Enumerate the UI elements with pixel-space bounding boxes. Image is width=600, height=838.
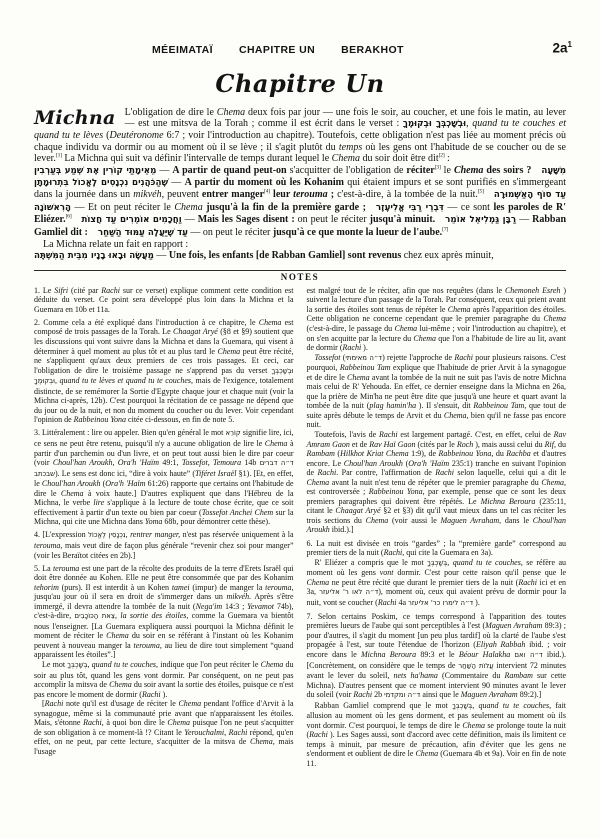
folio-label: 2a — [552, 40, 568, 56]
chapter-title: Chapitre Un — [215, 68, 385, 98]
notes-section — [0, 282, 600, 769]
note-3: 3. Littéralement : lire ou appeler. Bien qu'en général le mot קוֹרֵא signifie lire, ici, ce sens ne peut être retenu, puisqu'il n'y a aucune obligation de lire le Chema à partir d'un parchemin ou d'un livre, et on peut tout aussi bien le dire par coeur (voir Choul'han Aroukh, Ora'h 'Haïm 49:1, Tossefot, Temoura 14b ד״ה דברים שבכתב). Le sens est donc ici, “dire à voix haute” (Tiféret Israël §1). [Et, en effet, le Choul'han Aroukh (Ora'h 'Haïm 61:26) rapporte que certains ont l'habitude de dire le Chema à voix haute.] D'autres expliquent que dans l'Hébreu de la Michna, le verbe lire s'applique à la lecture de toute chose écrite, que ce soit effectivement à partir d'un texte ou bien par coeur (Tossefot Anchei Chem sur la Michna, qui cite une Michna dans Yoma 68b, pour démontrer cette thèse). — [34, 428, 294, 527]
folio-superscript: 1 — [567, 40, 572, 49]
michna-transition-line: La Michna relate un fait en rapport : — [43, 238, 189, 250]
michna-label: Michna — [34, 106, 116, 129]
note-5: 5. La terouma est une part de la récolte des produits de la terre d'Erets Israël qui doit être donnée au Kohen. Elle ne peut être consommée que par des Kohanim tehorim (purs). Il est interdit à un Kohen tamei (impur) de manger la terouma, jusqu'au jour où il sera en droit de s'immerger dans un mikvéh. Après s'être immergé, il devra attendre la tombée de la nuit (Nega'im 14:3 ; Yevamot 74b), c'est-à-dire, צֵאת הַכּוֹכָבִים, la sortie des étoiles, comme la Guemara va bientôt nous l'enseigner. [La Guemara expliquera aussi pourquoi la Michna définit le moment de réciter le Chema du soir en se référant à l'instant où les Kohanim peuvent à nouveau manger la terouma, au lieu de dire tout simplement “quand apparaissent les étoiles”.] — [34, 563, 294, 660]
notes-divider — [34, 270, 566, 271]
note-6-continuation: R' Eliézer a compris que le mot בְּשָׁכְבְּךָ, quand tu te couches, se réfère au moment où les gens vont dormir. C'est pour cette raison qu'il pense que le Chema ne peut être récité que durant le premier tiers de la nuit (Rachi ici et en 3a, ד״ה לאו ר' אליעזר), moment où, ceux qui avaient prévu de dormir pour la nuit, vont se coucher (Rachi 4a ד״ה לימרו כר' אליעזר ). — [306, 557, 567, 607]
notes-right-column — [307, 286, 567, 769]
notes-heading: NOTES — [280, 271, 320, 282]
note-7-continuation: Rabban Gamliel comprend que le mot בְּשָׁכְבְּךָ, quand tu te couches, fait allusion au moment où les gens dorment, et pas seulement au moment où ils vont dormir. C'est pourquoi, le temps de dire le Chema se prolonge toute la nuit (Rachi ). Les Sages aussi, sont d'accord avec cette définition, mais ils limitent ce temps à minuit, par mesure de précaution, afin d'éviter que les gens ne s'endorment et oublient de dire le Chema (Guemara 4b et 9a). Voir en fin de note 11. — [306, 700, 567, 769]
note-7: 7. Selon certains Poskim, ce temps correspond à l'apparition des toutes premières lueurs de l'aube qui sont perceptibles à l'est (Maguen Avraham 89:3) ; pour d'autres, il s'agit du moment [un peu plus tardif] où la clarté de l'aube s'est propagée à l'est, sur toute l'étendue de l'horizon (Eliyah Rabbah ibid. ; voir encore dans le Michna Beroura 89:3 et le Béour Halakha ד״ה ואם ibid.). [Concrètement, on considère que le temps de עֲלוֹת הַשַּׁחַר intervient 72 minutes avant le lever du soleil, nets ha'hama (Commentaire du Rambam sur cette Michna). D'autres pensent que ce moment intervient 90 minutes avant le lever du soleil (voir Rachi 2b ד״ה ומקדמי ainsi que le Maguen Avraham 89:2).] — [306, 611, 567, 700]
michna-story-paragraph: מַעֲשֶׂה וּבָאוּ בָנָיו מִבֵּית הַמִּשְׁתֶּה — Une fois, les enfants [de Rabban Gamliel] sont revenus chez eux après minuit, — [34, 250, 494, 262]
header-section-title: MÉEIMATAÏ — [152, 43, 213, 56]
running-header — [0, 0, 600, 56]
michna-text-paragraph: מֵאֵימָתַי קוֹרִין אֶת שְׁמַע בְּעַרְבִין — A partir de quand peut-on s'acquitter de l'obligation de réciter[3] le Chema des soirs ? מִשָּׁעָה שֶׁהַכֹּהֲנִים נִכְנָסִים לֶאֱכוֹל בִּתְרוּמָתָן — A partir du moment où les Kohanim qui étaient impurs et se sont purifiés en s'immergeant dans la journée dans un mikvéh, peuvent entrer manger[4] leur terouma ; c'est-à-dire, à la tombée de la nuit.[5] עַד סוֹף הָאַשְׁמוּרָה הָרִאשׁוֹנָה — Et on peut réciter le Chema jusqu'à la fin de la première garde ; דִּבְרֵי רַבִּי אֱלִיעֶזֶר — ce sont les paroles de R' Eliézer.[6] וַחֲכָמִים אוֹמְרִים עַד חֲצוֹת — Mais les Sages disent : on peut le réciter jusqu'à minuit. רַבָּן גַּמְלִיאֵל אוֹמֵר — Rabban Gamliel dit : עַד שֶׁיַּעֲלֶה עַמּוּד הַשַּׁחַר — on peut le réciter jusqu'à ce que monte la lueur de l'aube.[7] — [34, 164, 567, 238]
note-5-concluding-paragraph: Toutefois, l'avis de Rachi est largement partagé. C'est, en effet, celui de Rav Amram Gaon et de Rav Haï Gaon (cités par le Roch ), mais aussi celui du Rif, du Rambam (Hilkhot Kriat Chema 1:9), de Rabbeinou Yona, du Rachba et d'autres encore. Le Choul'han Aroukh (Ora'h 'Haïm 235:1) tranche en suivant l'opinion de Rachi. Par contre, l'affirmation de Rachi selon laquelle, celui qui a dit le Chema avant la nuit n'est tenu de répéter que le premier paragraphe du Chema, est controversée ; Rabbeinou Yona, par exemple, pense que ce sont les deux premiers paragraphes qui doivent être répétés. Le Michna Beroura (235:11, citant le Chaagat Aryé §2 et §3) dit qu'il vaut mieux dans un tel cas réciter les trois sections du Chema (voir aussi le Maguen Avraham, dans le Choul'han Aroukh ibid.).] — [306, 429, 567, 535]
note-5-continuation-1: Le mot בְּשָׁכְבְּךָ, quand tu te couches, indique que l'on peut réciter le Chema du soir au plus tôt, quand les gens vont dormir. Par conséquent, on ne peut pas accomplir la mitsva de Chema du soir avant la sortie des étoiles, puisque ce n'est pas encore le moment de dormir (Rachi ). — [34, 660, 294, 699]
notes-left-column — [34, 286, 294, 769]
michna-intro-paragraph: L'obligation de dire le Chema deux fois par jour — une fois le soir, au coucher, et une fois le matin, au lever — est une mitsva de la Torah ; comme il est écrit dans le verset : וּבְשָׁכְבְּךָ וּבְקוּמֶךָ, quand tu te couches et quand tu te lèves (Deutéronome 6:7 ; voir l'introduction au chapitre). Toutefois, cette obligation n'est pas liée au moment précis où chaque individu va dormir ou au moment où il se lève ; il s'agit plutôt du temps où les gens ont l'habitude de se coucher ou de se lever.[1] La Michna qui suit va définir l'intervalle de temps durant lequel le Chema du soir doit être dit[2] : — [34, 106, 567, 165]
note-1: 1. Le Sifri (cité par Rachi sur ce verset) explique comment cette condition est déduite du verset. Ce point sera développé plus loin dans la Michna et la Guemara en 10b et 11a. — [34, 285, 294, 314]
note-4: 4. [L'expression נִכְנָסִין לֶאֱכוֹל, rentrer manger, n'est pas réservée uniquement à la terouma, mais veut dire de façon plus générale “revenir chez soi pour manger” (voir les Beraïtot citées en 2b).] — [34, 530, 294, 560]
note-6: 6. La nuit est divisée en trois “gardes” ; la “première garde” correspond au premier tiers de la nuit (Rachi, qui cite la Guemara en 3a). — [306, 538, 566, 558]
note-5-tossefot-paragraph: Tossefot (ד״ה מאימתי) rejette l'approche de Rachi pour plusieurs raisons. C'est pourquoi, Rabbeinou Tam explique que l'habitude de prier Arvit à la synagogue et de dire le Chema avant la tombée de la nuit ne suit pas l'avis de notre Michna mais celui de R' Yehouda. En effet, ce dernier enseigne dans la Michna en 26a, que la prière de Min'ha ne peut être dite que jusqu'à une heure et quart avant la tombée de la nuit (plag hamin'ha ). Il s'ensuit, dit Rabbeinou Tam, que tout de suite après débute le temps de Arvit et du Chema, bien qu'il ne fasse pas encore nuit. — [306, 352, 567, 430]
note-2: 2. Comme cela a été expliqué dans l'introduction à ce chapitre, le Chema est composé de trois passages de la Torah. Le Chaagat Aryé (§8 et §9) soutient que les discussions qui vont suivre dans la Michna et dans la Guemara, qui visent à déterminer à quel moment au plus tôt et au plus tard le Chema peut être récité, ne s'appliquent qu'aux deux premiers de ces trois passages. Et ceci, car l'obligation de dire le troisième passage ne s'apprend pas du verset וּבְשָׁכְבְּךָ וּבְקוּמֶךָ, quand tu te lèves et quand tu te couches, mais de l'exigence, totalement distincte, de se remémorer la Sortie d'Egypte chaque jour et chaque nuit (voir la Michna ci-après, 12b). C'est pourquoi la récitation de ce passage ne dépend que du jour ou de la nuit, et non du moment du coucher ou du lever. Voir cependant l'opinion de Rabbeinou Yona citée ci-dessous, en fin de note 5. — [34, 317, 294, 425]
note-5-continuation-2: [Rachi note qu'il est d'usage de réciter le Chema pendant l'office d'Arvit à la synagogue, même si la communauté prie avant que n'apparaissent les étoiles. Mais, s'étonne Rachi, à quoi bon dire le Chema puisque l'on ne peut s'acquitter de son obligation à ce moment-là !? Citant le Yerouchalmi, Rachi répond, qu'en effet, on ne peut, par cette lecture, s'acquitter de la mitsva de Chema, mais l'usage — [34, 699, 294, 756]
header-chapter: CHAPITRE UN — [238, 43, 316, 56]
michna-section — [0, 98, 600, 263]
note-5-continuation-3: est malgré tout de le réciter, afin que nos requêtes (dans le Chemoneh Esreh ) suivent la lecture d'un passage de la Torah. Par conséquent, ceux qui prient avant la sortie des étoiles sont tenus de répéter le Chema après l'apparition des étoiles. Cette obligation ne concerne cependant que le premier paragraphe du Chema (c'est-à-dire, le passage du Chema lui-même ; voir l'introduction au chapitre), et on s'en acquitte par la lecture du Chema que l'on a l'habitude de lire au lit, avant de dormir (Rachi ). — [306, 285, 566, 353]
header-tractate: BERAKHOT — [341, 43, 404, 56]
folio-number — [553, 40, 572, 56]
